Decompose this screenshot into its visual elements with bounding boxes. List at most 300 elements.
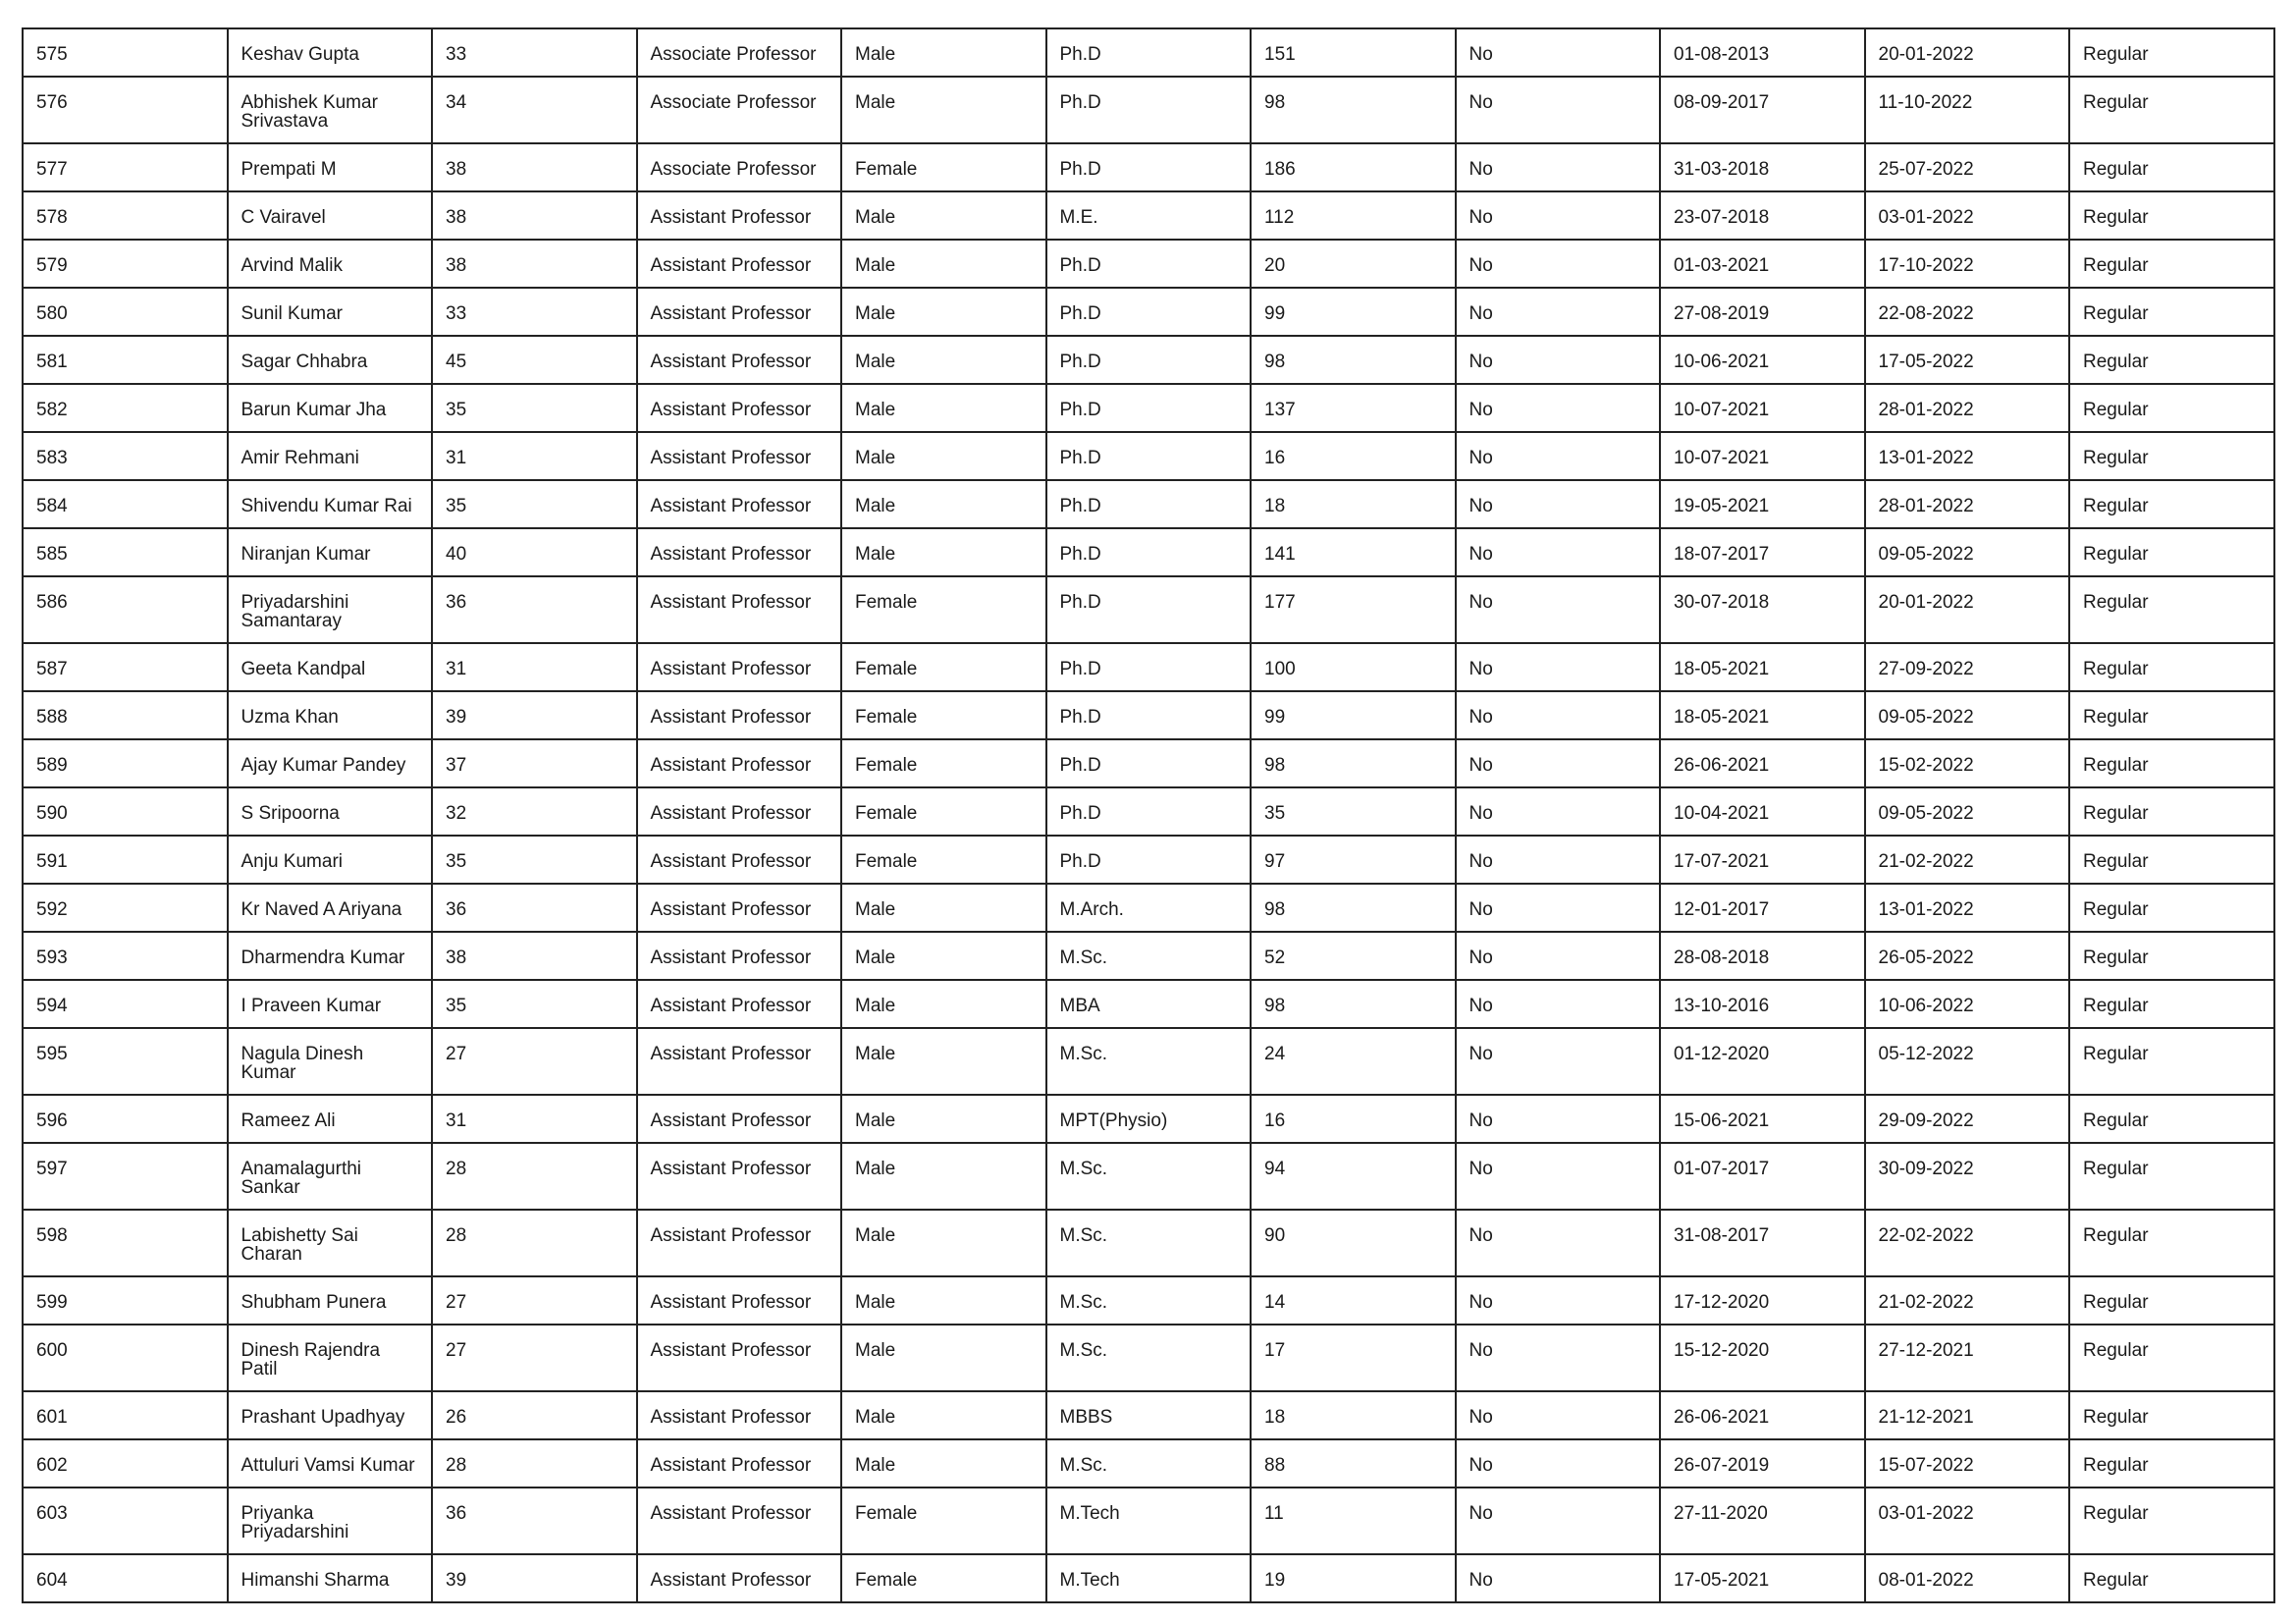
table-row [23, 1554, 2274, 1602]
qualification-cell: M.Sc. [1046, 1143, 1252, 1210]
name-cell: Dharmendra Kumar [228, 932, 433, 980]
name-cell: Shubham Punera [228, 1276, 433, 1325]
name-cell: Keshav Gupta [228, 28, 433, 77]
designation-cell: Assistant Professor [637, 836, 842, 884]
gender-cell: Female [841, 739, 1046, 787]
qualification-cell: Ph.D [1046, 432, 1252, 480]
name-cell: Uzma Khan [228, 691, 433, 739]
experience-cell: 24 [1251, 1028, 1456, 1095]
leaving-date-cell: 03-01-2022 [1865, 191, 2070, 240]
age-cell: 34 [432, 77, 637, 143]
appointment-type-cell: Regular [2069, 480, 2274, 528]
qualification-cell: M.Tech [1046, 1554, 1252, 1602]
qualification-cell: Ph.D [1046, 143, 1252, 191]
designation-cell: Assistant Professor [637, 576, 842, 643]
serial-number-cell: 592 [23, 884, 228, 932]
other-institute-cell: No [1456, 1439, 1661, 1488]
table-row [23, 739, 2274, 787]
appointment-type-cell: Regular [2069, 288, 2274, 336]
gender-cell: Male [841, 336, 1046, 384]
joining-date-cell: 30-07-2018 [1660, 576, 1865, 643]
appointment-type-cell: Regular [2069, 932, 2274, 980]
serial-number-cell: 595 [23, 1028, 228, 1095]
qualification-cell: M.E. [1046, 191, 1252, 240]
joining-date-cell: 01-03-2021 [1660, 240, 1865, 288]
gender-cell: Male [841, 191, 1046, 240]
appointment-type-cell: Regular [2069, 787, 2274, 836]
joining-date-cell: 18-07-2017 [1660, 528, 1865, 576]
designation-cell: Assistant Professor [637, 191, 842, 240]
serial-number-cell: 578 [23, 191, 228, 240]
table-row [23, 1391, 2274, 1439]
other-institute-cell: No [1456, 240, 1661, 288]
designation-cell: Assistant Professor [637, 240, 842, 288]
table-row [23, 643, 2274, 691]
joining-date-cell: 01-08-2013 [1660, 28, 1865, 77]
qualification-cell: Ph.D [1046, 28, 1252, 77]
appointment-type-cell: Regular [2069, 336, 2274, 384]
joining-date-cell: 19-05-2021 [1660, 480, 1865, 528]
serial-number-cell: 580 [23, 288, 228, 336]
name-cell: Sunil Kumar [228, 288, 433, 336]
joining-date-cell: 26-06-2021 [1660, 739, 1865, 787]
gender-cell: Male [841, 384, 1046, 432]
other-institute-cell: No [1456, 384, 1661, 432]
age-cell: 35 [432, 384, 637, 432]
qualification-cell: M.Sc. [1046, 1439, 1252, 1488]
leaving-date-cell: 09-05-2022 [1865, 787, 2070, 836]
joining-date-cell: 18-05-2021 [1660, 643, 1865, 691]
leaving-date-cell: 21-12-2021 [1865, 1391, 2070, 1439]
experience-cell: 16 [1251, 432, 1456, 480]
qualification-cell: Ph.D [1046, 240, 1252, 288]
joining-date-cell: 13-10-2016 [1660, 980, 1865, 1028]
other-institute-cell: No [1456, 1028, 1661, 1095]
designation-cell: Assistant Professor [637, 932, 842, 980]
joining-date-cell: 27-11-2020 [1660, 1488, 1865, 1554]
qualification-cell: Ph.D [1046, 739, 1252, 787]
experience-cell: 14 [1251, 1276, 1456, 1325]
appointment-type-cell: Regular [2069, 980, 2274, 1028]
experience-cell: 19 [1251, 1554, 1456, 1602]
other-institute-cell: No [1456, 1095, 1661, 1143]
table-row [23, 1325, 2274, 1391]
serial-number-cell: 577 [23, 143, 228, 191]
other-institute-cell: No [1456, 691, 1661, 739]
serial-number-cell: 589 [23, 739, 228, 787]
serial-number-cell: 604 [23, 1554, 228, 1602]
age-cell: 31 [432, 1095, 637, 1143]
age-cell: 45 [432, 336, 637, 384]
name-cell: Dinesh Rajendra Patil [228, 1325, 433, 1391]
other-institute-cell: No [1456, 643, 1661, 691]
age-cell: 28 [432, 1439, 637, 1488]
table-row [23, 1143, 2274, 1210]
serial-number-cell: 599 [23, 1276, 228, 1325]
experience-cell: 90 [1251, 1210, 1456, 1276]
qualification-cell: MBA [1046, 980, 1252, 1028]
joining-date-cell: 08-09-2017 [1660, 77, 1865, 143]
joining-date-cell: 26-07-2019 [1660, 1439, 1865, 1488]
experience-cell: 16 [1251, 1095, 1456, 1143]
leaving-date-cell: 27-12-2021 [1865, 1325, 2070, 1391]
designation-cell: Assistant Professor [637, 1488, 842, 1554]
serial-number-cell: 600 [23, 1325, 228, 1391]
gender-cell: Female [841, 1554, 1046, 1602]
qualification-cell: M.Arch. [1046, 884, 1252, 932]
appointment-type-cell: Regular [2069, 643, 2274, 691]
age-cell: 36 [432, 1488, 637, 1554]
name-cell: Rameez Ali [228, 1095, 433, 1143]
joining-date-cell: 10-06-2021 [1660, 336, 1865, 384]
gender-cell: Male [841, 980, 1046, 1028]
joining-date-cell: 28-08-2018 [1660, 932, 1865, 980]
other-institute-cell: No [1456, 980, 1661, 1028]
qualification-cell: Ph.D [1046, 77, 1252, 143]
age-cell: 38 [432, 932, 637, 980]
joining-date-cell: 17-07-2021 [1660, 836, 1865, 884]
experience-cell: 98 [1251, 980, 1456, 1028]
qualification-cell: Ph.D [1046, 643, 1252, 691]
appointment-type-cell: Regular [2069, 1391, 2274, 1439]
age-cell: 27 [432, 1028, 637, 1095]
table-row [23, 28, 2274, 77]
serial-number-cell: 591 [23, 836, 228, 884]
experience-cell: 11 [1251, 1488, 1456, 1554]
serial-number-cell: 586 [23, 576, 228, 643]
gender-cell: Male [841, 528, 1046, 576]
qualification-cell: MPT(Physio) [1046, 1095, 1252, 1143]
joining-date-cell: 17-12-2020 [1660, 1276, 1865, 1325]
serial-number-cell: 603 [23, 1488, 228, 1554]
appointment-type-cell: Regular [2069, 432, 2274, 480]
leaving-date-cell: 08-01-2022 [1865, 1554, 2070, 1602]
designation-cell: Assistant Professor [637, 1095, 842, 1143]
name-cell: C Vairavel [228, 191, 433, 240]
name-cell: Geeta Kandpal [228, 643, 433, 691]
appointment-type-cell: Regular [2069, 576, 2274, 643]
name-cell: Anju Kumari [228, 836, 433, 884]
other-institute-cell: No [1456, 480, 1661, 528]
gender-cell: Male [841, 1210, 1046, 1276]
gender-cell: Male [841, 240, 1046, 288]
designation-cell: Assistant Professor [637, 787, 842, 836]
name-cell: S Sripoorna [228, 787, 433, 836]
leaving-date-cell: 17-10-2022 [1865, 240, 2070, 288]
joining-date-cell: 12-01-2017 [1660, 884, 1865, 932]
leaving-date-cell: 09-05-2022 [1865, 528, 2070, 576]
name-cell: Himanshi Sharma [228, 1554, 433, 1602]
name-cell: Arvind Malik [228, 240, 433, 288]
joining-date-cell: 27-08-2019 [1660, 288, 1865, 336]
joining-date-cell: 10-07-2021 [1660, 432, 1865, 480]
experience-cell: 18 [1251, 1391, 1456, 1439]
experience-cell: 137 [1251, 384, 1456, 432]
designation-cell: Assistant Professor [637, 691, 842, 739]
gender-cell: Female [841, 691, 1046, 739]
serial-number-cell: 576 [23, 77, 228, 143]
table-row [23, 77, 2274, 143]
table-row [23, 884, 2274, 932]
name-cell: Attuluri Vamsi Kumar [228, 1439, 433, 1488]
designation-cell: Assistant Professor [637, 480, 842, 528]
designation-cell: Assistant Professor [637, 1028, 842, 1095]
experience-cell: 98 [1251, 884, 1456, 932]
leaving-date-cell: 30-09-2022 [1865, 1143, 2070, 1210]
leaving-date-cell: 21-02-2022 [1865, 836, 2070, 884]
gender-cell: Female [841, 576, 1046, 643]
designation-cell: Assistant Professor [637, 739, 842, 787]
serial-number-cell: 597 [23, 1143, 228, 1210]
serial-number-cell: 593 [23, 932, 228, 980]
table-row [23, 191, 2274, 240]
serial-number-cell: 581 [23, 336, 228, 384]
serial-number-cell: 598 [23, 1210, 228, 1276]
qualification-cell: Ph.D [1046, 384, 1252, 432]
serial-number-cell: 602 [23, 1439, 228, 1488]
age-cell: 38 [432, 240, 637, 288]
faculty-table [22, 27, 2275, 1603]
leaving-date-cell: 28-01-2022 [1865, 384, 2070, 432]
other-institute-cell: No [1456, 836, 1661, 884]
table-row [23, 836, 2274, 884]
appointment-type-cell: Regular [2069, 28, 2274, 77]
table-row [23, 932, 2274, 980]
leaving-date-cell: 17-05-2022 [1865, 336, 2070, 384]
serial-number-cell: 588 [23, 691, 228, 739]
other-institute-cell: No [1456, 739, 1661, 787]
age-cell: 38 [432, 143, 637, 191]
joining-date-cell: 17-05-2021 [1660, 1554, 1865, 1602]
name-cell: Sagar Chhabra [228, 336, 433, 384]
table-row [23, 1439, 2274, 1488]
gender-cell: Male [841, 28, 1046, 77]
age-cell: 26 [432, 1391, 637, 1439]
other-institute-cell: No [1456, 28, 1661, 77]
experience-cell: 97 [1251, 836, 1456, 884]
designation-cell: Assistant Professor [637, 1391, 842, 1439]
designation-cell: Assistant Professor [637, 980, 842, 1028]
designation-cell: Assistant Professor [637, 432, 842, 480]
other-institute-cell: No [1456, 1210, 1661, 1276]
serial-number-cell: 601 [23, 1391, 228, 1439]
experience-cell: 99 [1251, 288, 1456, 336]
appointment-type-cell: Regular [2069, 1095, 2274, 1143]
leaving-date-cell: 05-12-2022 [1865, 1028, 2070, 1095]
leaving-date-cell: 21-02-2022 [1865, 1276, 2070, 1325]
designation-cell: Assistant Professor [637, 1210, 842, 1276]
leaving-date-cell: 22-08-2022 [1865, 288, 2070, 336]
age-cell: 28 [432, 1143, 637, 1210]
designation-cell: Assistant Professor [637, 528, 842, 576]
leaving-date-cell: 20-01-2022 [1865, 28, 2070, 77]
appointment-type-cell: Regular [2069, 1210, 2274, 1276]
name-cell: Priyadarshini Samantaray [228, 576, 433, 643]
appointment-type-cell: Regular [2069, 1488, 2274, 1554]
age-cell: 33 [432, 28, 637, 77]
qualification-cell: M.Sc. [1046, 1325, 1252, 1391]
appointment-type-cell: Regular [2069, 191, 2274, 240]
qualification-cell: M.Sc. [1046, 1276, 1252, 1325]
faculty-table-body [23, 28, 2274, 1602]
designation-cell: Assistant Professor [637, 1143, 842, 1210]
qualification-cell: Ph.D [1046, 480, 1252, 528]
gender-cell: Male [841, 1391, 1046, 1439]
age-cell: 40 [432, 528, 637, 576]
designation-cell: Associate Professor [637, 28, 842, 77]
age-cell: 35 [432, 480, 637, 528]
leaving-date-cell: 22-02-2022 [1865, 1210, 2070, 1276]
table-row [23, 480, 2274, 528]
appointment-type-cell: Regular [2069, 384, 2274, 432]
name-cell: Nagula Dinesh Kumar [228, 1028, 433, 1095]
gender-cell: Male [841, 288, 1046, 336]
gender-cell: Female [841, 836, 1046, 884]
appointment-type-cell: Regular [2069, 1028, 2274, 1095]
table-row [23, 787, 2274, 836]
serial-number-cell: 584 [23, 480, 228, 528]
experience-cell: 98 [1251, 336, 1456, 384]
experience-cell: 186 [1251, 143, 1456, 191]
other-institute-cell: No [1456, 1276, 1661, 1325]
name-cell: Labishetty Sai Charan [228, 1210, 433, 1276]
gender-cell: Male [841, 932, 1046, 980]
other-institute-cell: No [1456, 77, 1661, 143]
leaving-date-cell: 15-02-2022 [1865, 739, 2070, 787]
table-row [23, 1028, 2274, 1095]
serial-number-cell: 583 [23, 432, 228, 480]
designation-cell: Assistant Professor [637, 643, 842, 691]
gender-cell: Male [841, 480, 1046, 528]
joining-date-cell: 31-03-2018 [1660, 143, 1865, 191]
age-cell: 31 [432, 643, 637, 691]
gender-cell: Male [841, 1028, 1046, 1095]
experience-cell: 18 [1251, 480, 1456, 528]
other-institute-cell: No [1456, 1554, 1661, 1602]
age-cell: 33 [432, 288, 637, 336]
experience-cell: 88 [1251, 1439, 1456, 1488]
joining-date-cell: 10-07-2021 [1660, 384, 1865, 432]
gender-cell: Male [841, 432, 1046, 480]
table-row [23, 1210, 2274, 1276]
joining-date-cell: 18-05-2021 [1660, 691, 1865, 739]
name-cell: Amir Rehmani [228, 432, 433, 480]
designation-cell: Assistant Professor [637, 336, 842, 384]
other-institute-cell: No [1456, 1488, 1661, 1554]
qualification-cell: M.Sc. [1046, 932, 1252, 980]
joining-date-cell: 31-08-2017 [1660, 1210, 1865, 1276]
gender-cell: Male [841, 1276, 1046, 1325]
leaving-date-cell: 29-09-2022 [1865, 1095, 2070, 1143]
age-cell: 28 [432, 1210, 637, 1276]
table-row [23, 240, 2274, 288]
other-institute-cell: No [1456, 528, 1661, 576]
table-row [23, 384, 2274, 432]
leaving-date-cell: 15-07-2022 [1865, 1439, 2070, 1488]
experience-cell: 20 [1251, 240, 1456, 288]
experience-cell: 17 [1251, 1325, 1456, 1391]
table-row [23, 576, 2274, 643]
designation-cell: Assistant Professor [637, 1276, 842, 1325]
appointment-type-cell: Regular [2069, 240, 2274, 288]
experience-cell: 151 [1251, 28, 1456, 77]
serial-number-cell: 596 [23, 1095, 228, 1143]
other-institute-cell: No [1456, 1391, 1661, 1439]
appointment-type-cell: Regular [2069, 691, 2274, 739]
qualification-cell: Ph.D [1046, 691, 1252, 739]
qualification-cell: Ph.D [1046, 288, 1252, 336]
serial-number-cell: 590 [23, 787, 228, 836]
designation-cell: Assistant Professor [637, 1554, 842, 1602]
other-institute-cell: No [1456, 932, 1661, 980]
qualification-cell: MBBS [1046, 1391, 1252, 1439]
joining-date-cell: 15-06-2021 [1660, 1095, 1865, 1143]
gender-cell: Male [841, 1439, 1046, 1488]
age-cell: 27 [432, 1325, 637, 1391]
name-cell: Priyanka Priyadarshini [228, 1488, 433, 1554]
name-cell: Ajay Kumar Pandey [228, 739, 433, 787]
age-cell: 39 [432, 691, 637, 739]
serial-number-cell: 582 [23, 384, 228, 432]
serial-number-cell: 579 [23, 240, 228, 288]
age-cell: 38 [432, 191, 637, 240]
name-cell: Niranjan Kumar [228, 528, 433, 576]
appointment-type-cell: Regular [2069, 1439, 2274, 1488]
joining-date-cell: 23-07-2018 [1660, 191, 1865, 240]
joining-date-cell: 26-06-2021 [1660, 1391, 1865, 1439]
qualification-cell: Ph.D [1046, 787, 1252, 836]
qualification-cell: Ph.D [1046, 576, 1252, 643]
name-cell: Prempati M [228, 143, 433, 191]
name-cell: Prashant Upadhyay [228, 1391, 433, 1439]
leaving-date-cell: 13-01-2022 [1865, 884, 2070, 932]
joining-date-cell: 01-12-2020 [1660, 1028, 1865, 1095]
experience-cell: 100 [1251, 643, 1456, 691]
other-institute-cell: No [1456, 576, 1661, 643]
table-row [23, 1276, 2274, 1325]
experience-cell: 52 [1251, 932, 1456, 980]
other-institute-cell: No [1456, 884, 1661, 932]
age-cell: 37 [432, 739, 637, 787]
joining-date-cell: 10-04-2021 [1660, 787, 1865, 836]
leaving-date-cell: 10-06-2022 [1865, 980, 2070, 1028]
leaving-date-cell: 26-05-2022 [1865, 932, 2070, 980]
leaving-date-cell: 11-10-2022 [1865, 77, 2070, 143]
other-institute-cell: No [1456, 787, 1661, 836]
experience-cell: 98 [1251, 739, 1456, 787]
other-institute-cell: No [1456, 1325, 1661, 1391]
gender-cell: Male [841, 1325, 1046, 1391]
gender-cell: Male [841, 884, 1046, 932]
experience-cell: 112 [1251, 191, 1456, 240]
serial-number-cell: 575 [23, 28, 228, 77]
age-cell: 35 [432, 980, 637, 1028]
leaving-date-cell: 09-05-2022 [1865, 691, 2070, 739]
age-cell: 32 [432, 787, 637, 836]
age-cell: 31 [432, 432, 637, 480]
name-cell: I Praveen Kumar [228, 980, 433, 1028]
serial-number-cell: 594 [23, 980, 228, 1028]
appointment-type-cell: Regular [2069, 739, 2274, 787]
experience-cell: 177 [1251, 576, 1456, 643]
joining-date-cell: 15-12-2020 [1660, 1325, 1865, 1391]
leaving-date-cell: 27-09-2022 [1865, 643, 2070, 691]
appointment-type-cell: Regular [2069, 1554, 2274, 1602]
leaving-date-cell: 28-01-2022 [1865, 480, 2070, 528]
gender-cell: Female [841, 1488, 1046, 1554]
age-cell: 35 [432, 836, 637, 884]
experience-cell: 99 [1251, 691, 1456, 739]
